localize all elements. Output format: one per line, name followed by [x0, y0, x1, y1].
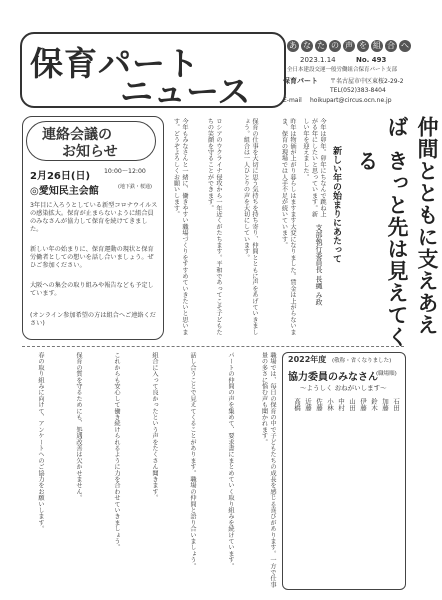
publisher-short: 保育パート [283, 77, 318, 85]
feature-author: 支部執行委員長 長縄 み政 [315, 224, 323, 306]
cooperators-list [290, 398, 400, 582]
cooperator-name: 近藤 [304, 398, 312, 411]
cooperator-name: 鈴木 [370, 398, 378, 411]
slogan-badge: あ [289, 41, 297, 50]
cooperator-name: 山田 [348, 398, 356, 411]
notice-body-3: 大阪への集会の取り組みや報告なども予定しています。 [30, 282, 154, 297]
slogan-badge: へ [401, 41, 409, 50]
cooperators-note: (敬称・省くなりました) [332, 358, 392, 364]
article-column: 職場では、毎日の保育の中で子どもたちの成長を感じる喜びがあります。一方で仕事量の多さに悩む声も聞かれます。 [260, 352, 276, 588]
cooperators-title: 協力委員のみなさん [288, 372, 378, 383]
article-column: 今年もみなさんと一緒に、働きやすい職場づくりをすすめていきたいと思います。どうぞよろしくお願いします。 [172, 118, 188, 335]
article-column: 保育の仕事を大切に思う気持ちを持ち寄り、仲間とともに声をあげていきましょう。組合は一人ひとりの声を大切にしています。 [242, 118, 258, 335]
cooperator-name: 伊藤 [359, 398, 367, 411]
email-label: E-mail [283, 97, 302, 104]
telephone: TEL(052)383-8404 [330, 87, 386, 94]
cooperator-name: 佐藤 [315, 398, 323, 411]
article-column: これからも安心して働き続けられるように力を合わせていきましょう。 [113, 352, 120, 551]
article-column: 組合に入って良かったという声をたくさん聞きます。 [151, 352, 158, 501]
cooperators-year: 2022年度 [288, 355, 327, 364]
address: 〒名古屋市中区東桜2-29-2 [330, 78, 404, 85]
slogan-badge: 声 [345, 41, 353, 50]
notice-body-2: 新しい年の始まりに、保育運動の現状と保育労働者としての想いを話し合いましょう。ぜひご参加ください。 [30, 246, 154, 269]
slogan-badge: 合 [387, 41, 395, 50]
article-column: 今年は卯年。卯年にちなんで跳ね上がる年にしたいと思っています。新しい年を迎えました。 [302, 118, 326, 218]
cooperator-name: 中村 [337, 398, 345, 411]
notice-date: 2月26日(日) [30, 171, 91, 182]
issue-number: No. 493 [356, 56, 387, 64]
cooperator-name: 加藤 [381, 398, 389, 411]
article-column: パートの仲間の声を集めて、要求書にまとめていく取り組みを続けています。 [227, 352, 234, 569]
notice-venue: ◎愛知民主会館 [30, 186, 99, 197]
cooperators-subtitle: 〜ようしく おねがいします〜 [300, 384, 387, 392]
masthead-title-2: ニュース [120, 72, 251, 111]
cooperator-name: 小林 [326, 398, 334, 411]
feature-headline-1: 仲間とともに支えあえば [385, 116, 439, 336]
masthead-title: 保育パート [30, 44, 200, 83]
slogan-badge: 組 [373, 41, 381, 50]
notice-time: 10:00〜12:00 [104, 168, 146, 175]
notice-title-line2: お知らせ [62, 144, 118, 160]
cooperators-title-note: (職場順) [376, 371, 397, 377]
article-column: 昨年は物価が上がり暮らしはますます大変になりました。賃金は上がらないまま、保育の現場では人手不足が続いています。 [280, 118, 296, 335]
article-column: ロシアのウクライナ侵攻から一年近くがたちます。平和であってこそ子どもたちの笑顔を守ることができます。 [206, 118, 222, 335]
notice-title-line1: 連絡会議の [42, 127, 112, 143]
slogan-badges [287, 40, 411, 52]
publisher: 全日本建設交運一般労働組合保育パート支部 [287, 67, 398, 73]
issue-date: 2023.1.14 [300, 56, 336, 64]
slogan-badge: の [331, 41, 339, 50]
article-column: 保育の質を守るためにも、処遇改善は欠かせません。 [75, 352, 82, 501]
slogan-badge: な [303, 41, 311, 50]
feature-subheadline: 新しい年の始まりにあたって [331, 146, 341, 263]
feature-headline-2: きっと先は見えてくる [355, 150, 409, 348]
cooperator-name: 石田 [392, 398, 400, 411]
section-divider [22, 346, 404, 347]
slogan-badge: を [359, 41, 367, 50]
notice-venue-note: (地下鉄・桜通) [118, 184, 152, 190]
notice-body-4: (オンライン参加希望の方は組合へご連絡ください) [30, 312, 156, 327]
article-column: 春の取り組みに向けて、アンケートへのご協力をお願いします。 [37, 352, 44, 532]
article-column: 話し合うことで見えてくることがあります。職場の仲間と語り合いましょう。 [189, 352, 196, 569]
slogan-badge: た [317, 41, 325, 50]
notice-body-1: 3年目に入ろうとしている新型コロナウイルスの感染拡大。保育が止まらないように組合員のみなさんが協力して保育を続けてきました。 [30, 202, 158, 233]
email-address: hoikupart@circus.ocn.ne.jp [310, 97, 392, 104]
cooperator-name: 高橋 [293, 398, 301, 411]
